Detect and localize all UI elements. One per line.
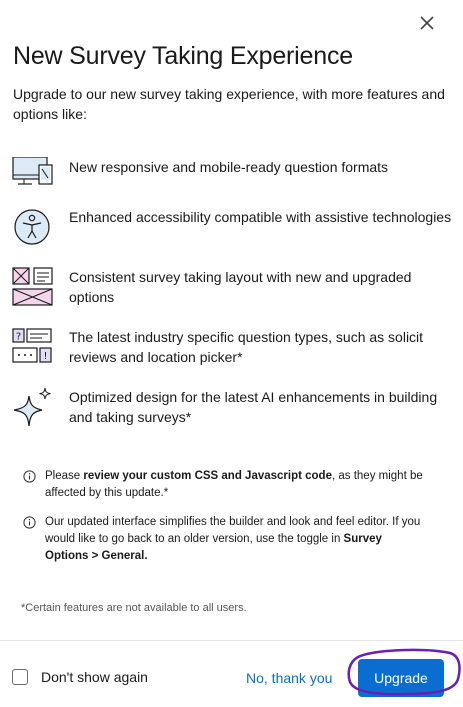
footnote: *Certain features are not available to all users. — [21, 602, 247, 614]
upgrade-button[interactable]: Upgrade — [358, 659, 444, 697]
ai-sparkle-icon — [12, 387, 54, 429]
decline-link[interactable]: No, thank you — [246, 670, 333, 686]
feature-text: Enhanced accessibility compatible with assistive technologies — [69, 209, 452, 225]
dont-show-again-checkbox[interactable] — [12, 669, 28, 685]
info-icon — [23, 516, 36, 529]
dialog-intro: Upgrade to our new survey taking experience, with more features and options like: — [13, 86, 445, 122]
feature-text: Optimized design for the latest AI enhancements in building and taking surveys* — [69, 389, 438, 425]
responsive-devices-icon — [12, 157, 54, 199]
info-icon — [23, 470, 36, 483]
layout-icon — [12, 267, 54, 309]
feature-text: The latest industry specific question types, such as solicit reviews and location picker* — [69, 329, 424, 365]
note-emphasis: Survey Options > General. — [45, 533, 382, 562]
note-text: Our updated interface simplifies the builder and look and feel editor. If you would like to go back to an older version, use the toggle in Survey Options > General. — [45, 516, 421, 562]
footer-divider — [0, 640, 463, 641]
accessibility-icon — [12, 207, 54, 249]
close-icon[interactable] — [416, 12, 438, 34]
svg-text:!: ! — [43, 351, 48, 362]
svg-text:?: ? — [15, 331, 22, 343]
note-emphasis: review your custom CSS and Javascript code — [83, 470, 332, 482]
dialog-title: New Survey Taking Experience — [13, 42, 353, 70]
feature-text: New responsive and mobile-ready question formats — [69, 159, 389, 175]
dont-show-again-label[interactable]: Don't show again — [41, 669, 148, 685]
question-types-icon — [12, 327, 54, 369]
feature-text: Consistent survey taking layout with new and upgraded options — [69, 269, 412, 305]
note-text: Please review your custom CSS and Javascript code, as they might be affected by this update.* — [45, 470, 423, 499]
